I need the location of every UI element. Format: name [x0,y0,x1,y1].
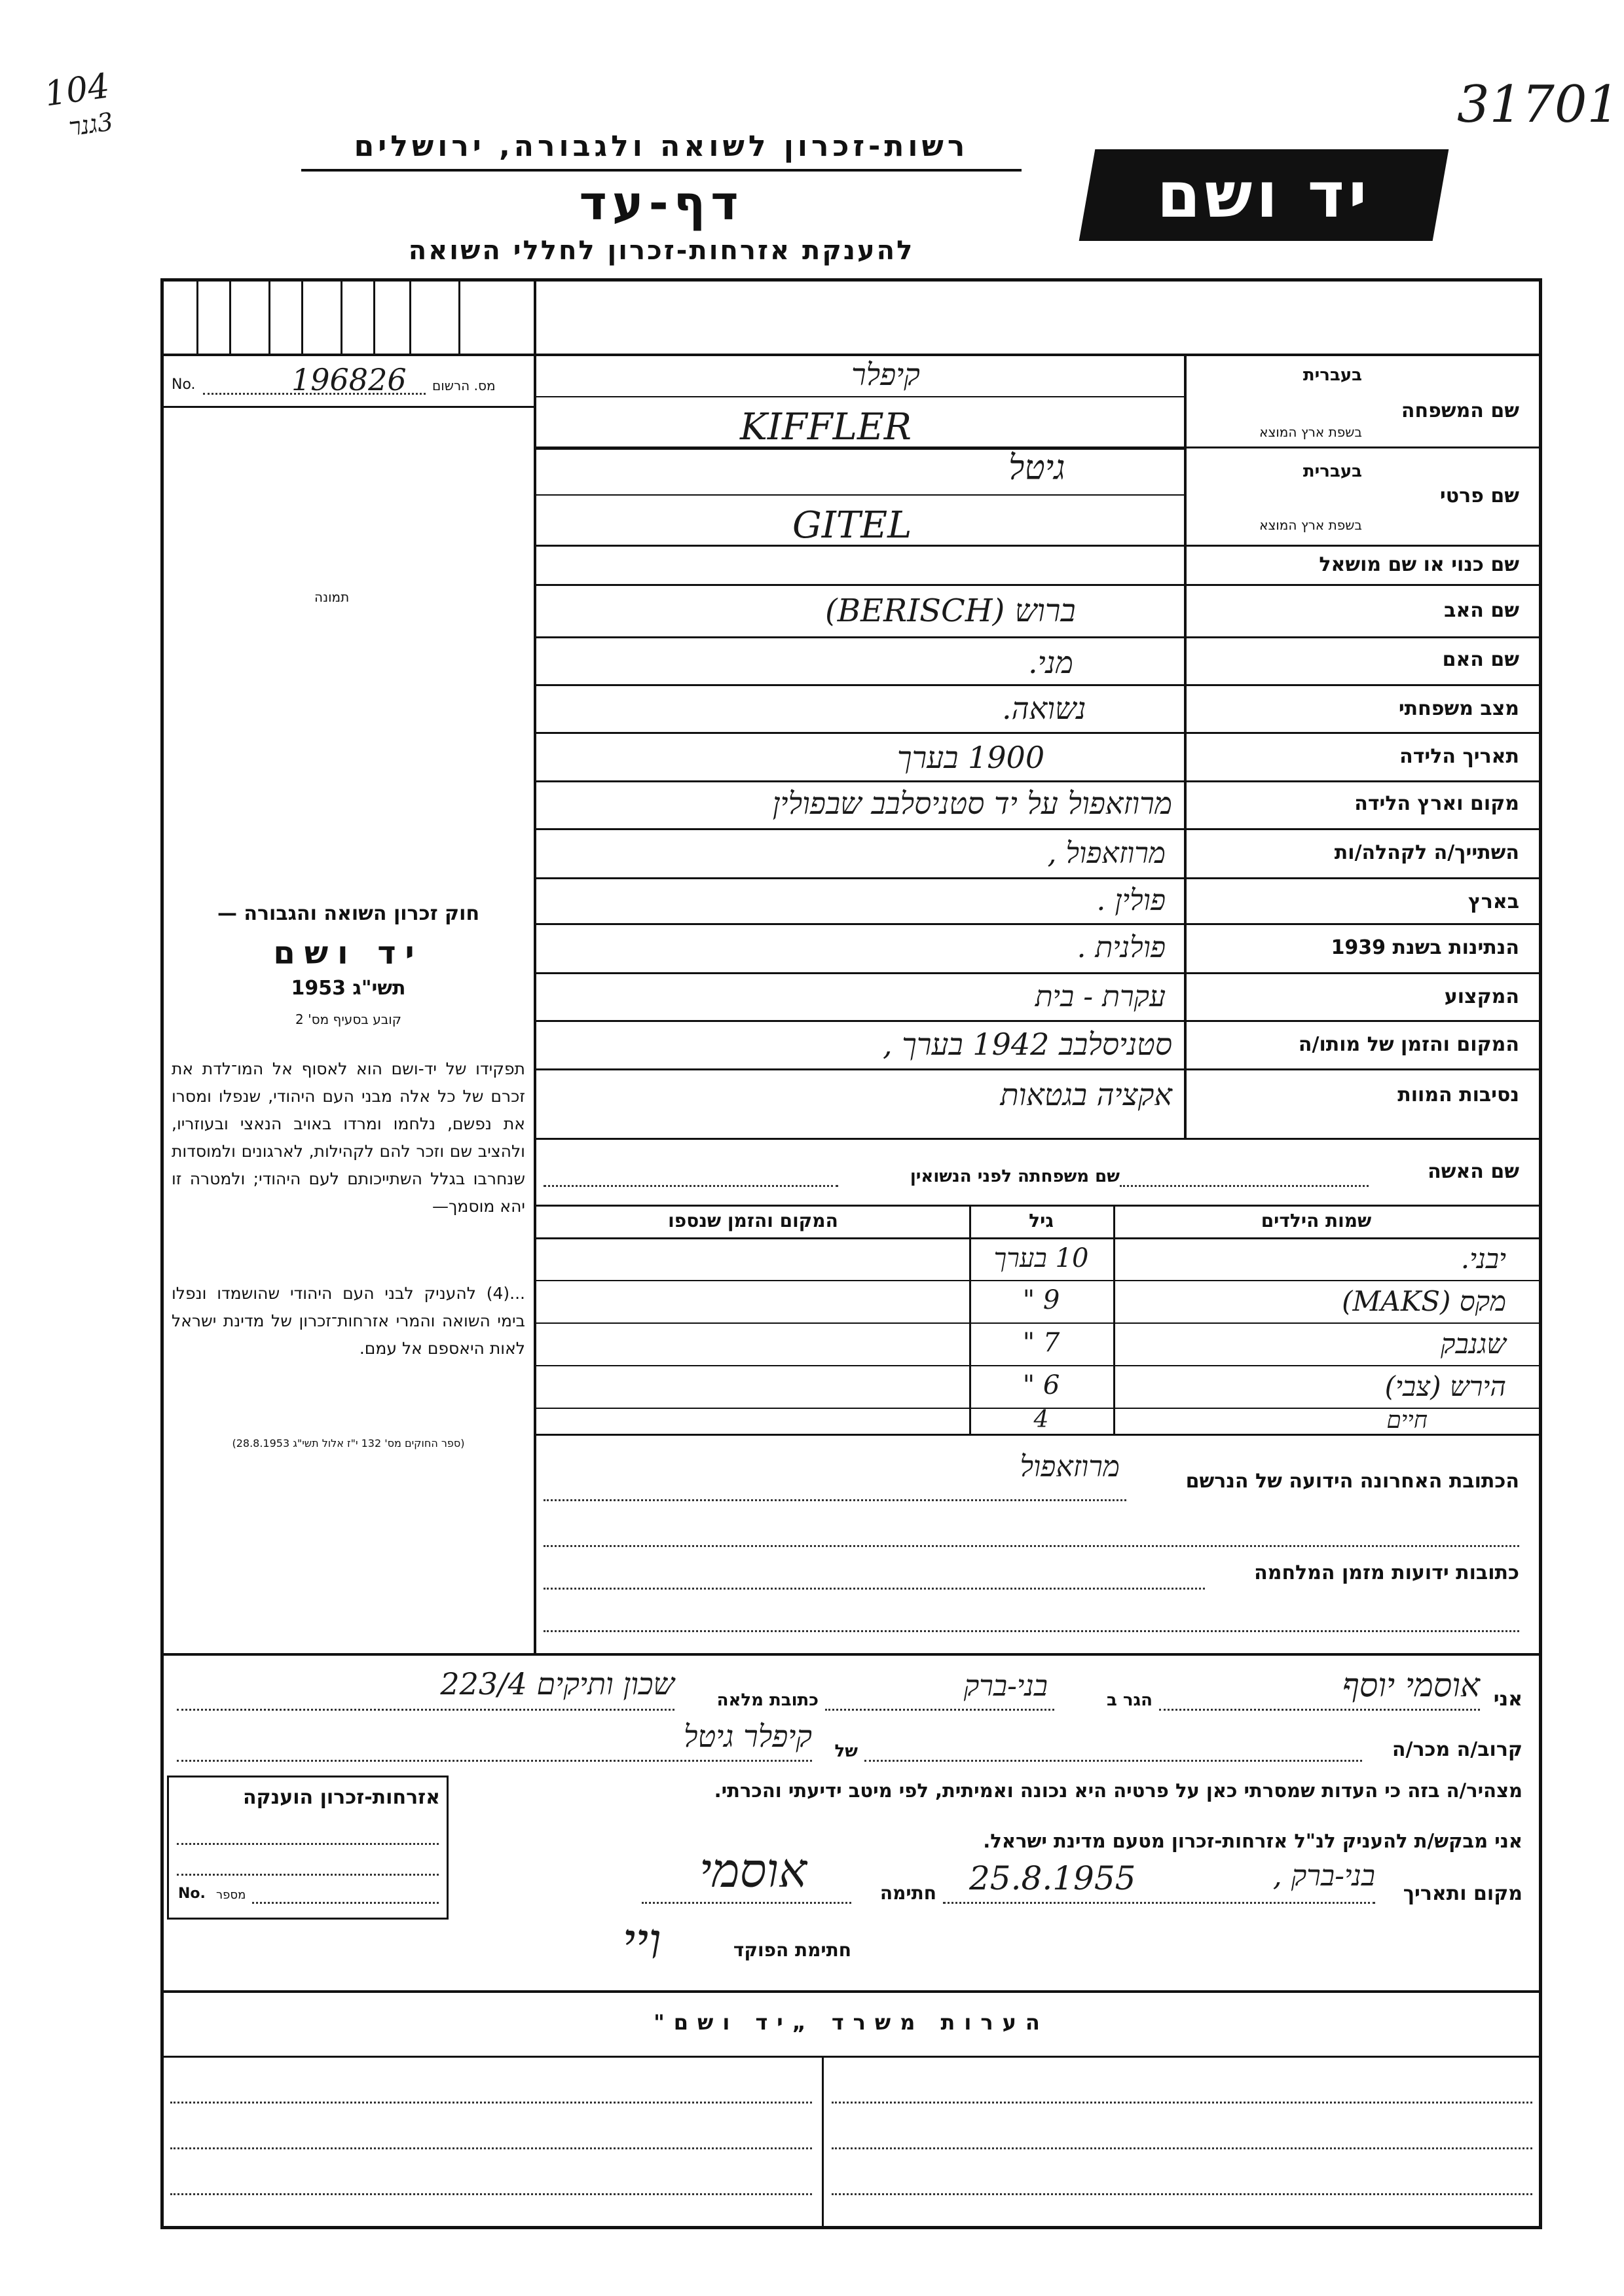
law-source: (ספר החוקים מס' 132 י"ז אלול תשי"ג 28.8.1953) [232,1437,465,1449]
law-body: תפקידו של יד-ושם הוא לאסוף אל המו־לדת את זכרם של כל אלה מבני העם היהודי, שנפלו ומסרו את נפשם, נלחמו ומרדו באויב הנאצי ובעוזריו, ולהציב שם וזכר להם לקהילות, לארגונים ולמוסדות שנחרבו בגלל השתייכותם לעם היהודי; ולמטרה זו יהא מוסמך— [172,1059,525,1216]
signature-value: אוסמי [699,1843,807,1898]
child-name: הירש (צבי) [1384,1370,1506,1402]
row-divider-birthplace [536,828,1542,830]
last-address-dots [544,1499,1126,1501]
wife-label: שם האשה [1428,1160,1519,1183]
mother-label: שם האם [1442,648,1519,671]
surname-sub-hebrew: בעברית [1302,365,1362,385]
office-notes-line-r2 [832,2147,1532,2149]
declarant-lives-label: הגר ב [1106,1690,1153,1710]
tick-box-8 [458,282,460,354]
surname-label: שם המשפחה [1401,399,1519,422]
top-row-divider [160,354,1542,356]
tick-box-5 [341,282,342,354]
law-clause-4: ...(4) להעניק לבני העם היהודי שהושמדו ונפלו בימי השואה והמרי אזרחות־זכרון של מדינת ישראל לאות היאספם אל עמם. [172,1284,525,1358]
place-date-dots [943,1902,1375,1904]
circumstances-value: אקציה בגטאות [1000,1077,1172,1112]
declaration-top-divider [160,1653,1542,1656]
war-addresses-dots [544,1588,1205,1590]
child-age: 4 [1033,1406,1049,1433]
tick-box-4 [301,282,303,354]
child-name: יבני. [1460,1243,1506,1275]
margin-note-top-right: 31701 [1457,75,1620,134]
country-value: פולין . [1096,884,1166,917]
tick-box-3 [268,282,270,354]
date-value: 25.8.1955 [969,1859,1136,1897]
citizenship-dots-2 [177,1874,439,1876]
officer-signature: ויי [622,1912,661,1970]
form-subtitle: להענקת אזרחות-זכרון לחללי השואה [408,236,915,266]
citizenship-no-he: מספר [216,1888,246,1902]
surname-sub-local: בשפת ארץ המוצא [1259,424,1362,440]
tick-box-2 [229,282,231,354]
office-notes-line-l1 [170,2102,812,2104]
registration-divider [160,406,536,408]
row-divider-death [536,1068,1542,1070]
child-row-divider-3 [536,1365,1542,1366]
wife-maiden-label: שם משפחתה לפני הנשואין [910,1167,1120,1186]
death-place-value: סטניסלבב 1942 בערך , [883,1027,1172,1062]
declarant-ani-label: אני [1493,1688,1522,1711]
birthplace-value: מרוזאפול על יד סטניסלבב שבפולין [772,786,1172,821]
child-age: 9 " [1022,1285,1060,1315]
community-value: מרוזאפול , [1047,837,1166,870]
surname-hebrew-value: קיפלר [851,357,920,392]
nationality-label: הנתינות בשנת 1939 [1331,936,1519,959]
of-label: של [834,1741,858,1761]
margin-note-top-left: 104 [42,66,112,115]
surname-subdivider [536,448,1185,450]
last-address-value: מרוזאפול [1020,1450,1120,1484]
photo-label: תמונה [314,589,350,605]
declarant-address-label: כתובת מלאה [716,1690,819,1710]
law-name: יד ושם [273,935,424,972]
of-value: קיפלר גיטל [683,1719,812,1754]
row-divider-birthdate [536,780,1542,782]
nickname-label: שם כנוי או שם מושאל [1319,553,1519,576]
row-divider-mother [536,684,1542,686]
yad-vashem-logo [1079,149,1449,241]
declaration-text: מצהיר/ה בזה כי העדות שמסרתי כאן על פרטיה היא נכונה ואמיתית, לפי מיטב ידיעתי והכרתי. [714,1779,1522,1802]
form-title: דף-עד [579,175,744,230]
mother-value: מני. [1028,645,1073,680]
declarant-city-dots [825,1709,1054,1711]
wife-dots [1120,1185,1369,1187]
of-dots [177,1760,812,1762]
tick-box-7 [409,282,411,354]
request-text: אני מבקש/ת להעניק לנ"ל אזרחות-זכרון מטעם מדינת ישראל. [983,1830,1522,1852]
declarant-name-dots [1159,1709,1480,1711]
child-age: 7 " [1022,1328,1060,1358]
child-row-divider-2 [536,1322,1542,1324]
authority-heading: רשות-זכרון לשואה ולגבורה, ירושלים [354,130,969,163]
circumstances-label: נסיבות המוות [1397,1084,1519,1106]
logo-text: יד ושם [1156,158,1371,232]
firstname-label: שם פרטי [1439,484,1519,507]
signature-label: חתימה [879,1882,936,1904]
children-col-age-divider [969,1205,971,1434]
children-col-names-divider [1113,1205,1115,1434]
children-header-divider [536,1237,1542,1239]
margin-note-sub: 3גנר [67,107,115,142]
tick-box-6 [373,282,375,354]
child-age: 10 בערך [993,1243,1089,1273]
firstname-sub-hebrew: בעברית [1302,462,1362,481]
relative-dots [864,1760,1362,1762]
tick-box-1 [196,282,198,354]
relative-label: קרוב/ה מכר/ה [1392,1738,1522,1761]
wife-maiden-dots [544,1185,838,1187]
office-notes-line-l3 [170,2193,812,2195]
child-name: מקס (MAKS) [1342,1285,1506,1317]
last-address-label: הכתובת האחרונה הידועה של הנרשם [1185,1470,1519,1493]
row-divider-wife [536,1205,1542,1207]
office-notes-line-r3 [832,2193,1532,2195]
country-label: בארץ [1467,890,1519,913]
marital-label: מצב משפחתי [1398,697,1519,720]
declarant-address-dots [177,1709,674,1711]
citizenship-dots-1 [177,1843,439,1845]
citizenship-box-title: אזרחות-זכרון הוענקה [242,1786,440,1809]
row-divider-circumstances [536,1138,1542,1140]
surname-inner-divider [536,396,1185,397]
father-value: ברוש (BERISCH) [825,592,1076,629]
surname-local-value: KIFFLER [740,406,912,448]
office-notes-center-divider [822,2056,824,2229]
firstname-hebrew-value: גיטל [1008,448,1065,488]
war-addresses-dots-2 [544,1630,1519,1632]
registration-label-en: No. [172,376,196,393]
row-divider-nationality [536,972,1542,974]
community-label: השתייך/ה לקהלה/ות [1334,841,1519,864]
row-divider-nickname [536,584,1542,586]
office-notes-line-l2 [170,2147,812,2149]
war-addresses-label: כתובות ידועות מזמן המלחמה [1254,1561,1519,1584]
declarant-city: בני-ברק [963,1669,1048,1703]
law-clause-ref: קובע בסעיף מס' 2 [295,1011,401,1027]
declarant-address: שכון ותיקים 223/4 [440,1666,674,1702]
children-col-age: גיל [1029,1210,1054,1231]
child-name: חיים [1386,1407,1428,1434]
place-value: בני-ברק , [1272,1859,1375,1893]
law-title: חוק זכרון השואה והגבורה — [217,902,480,925]
row-divider-country [536,923,1542,925]
firstname-subdivider [536,494,1185,496]
child-row-divider-1 [536,1280,1542,1281]
office-notes-line-r1 [832,2102,1532,2104]
death-place-label: המקום והזמן של מותו/ה [1298,1033,1519,1056]
firstname-sub-local: בשפת ארץ המוצא [1259,517,1362,533]
registration-label-he: מס. הרשום [432,378,496,393]
father-label: שם האב [1444,599,1519,622]
profession-value: עקרת - בית [1035,980,1166,1013]
office-notes-divider [160,2056,1542,2058]
law-year: תשי"ג 1953 [291,977,406,1000]
firstname-local-value: GITEL [792,504,912,547]
authority-underline [301,169,1022,172]
place-date-label: מקום ותאריך [1403,1882,1522,1905]
row-divider-profession [536,1020,1542,1022]
declarant-name: אוסמי יוסף [1342,1666,1480,1704]
marital-value: נשואה. [1002,691,1086,726]
birthdate-value: 1900 בערך [897,740,1045,775]
office-notes-title: הערות משרד „יד ושם" [654,2010,1049,2035]
row-divider-marital [536,732,1542,734]
last-address-dots-2 [544,1545,1519,1547]
row-divider-father [536,636,1542,638]
officer-signature-label: חתימת הפוקד [733,1939,851,1961]
profession-label: המקצוע [1444,985,1519,1008]
birthdate-label: תאריך הלידה [1399,745,1519,768]
children-col-place: המקום והזמן שנספו [668,1210,838,1231]
children-col-names: שמות הילדים [1261,1210,1372,1231]
row-divider-community [536,877,1542,879]
registration-number: 196826 [291,362,407,397]
citizenship-no-label: No. [178,1886,206,1902]
nationality-value: פולנית . [1077,931,1166,964]
child-name: שגנבק [1441,1328,1506,1360]
office-notes-top-divider [160,1990,1542,1993]
row-divider-firstname [536,545,1542,547]
signature-dots [642,1902,851,1904]
left-column-divider [534,278,536,1653]
birthplace-label: מקום וארץ הלידה [1354,792,1519,815]
row-divider-children [536,1434,1542,1436]
citizenship-no-dots [252,1902,439,1904]
child-age: 6 " [1022,1370,1060,1400]
